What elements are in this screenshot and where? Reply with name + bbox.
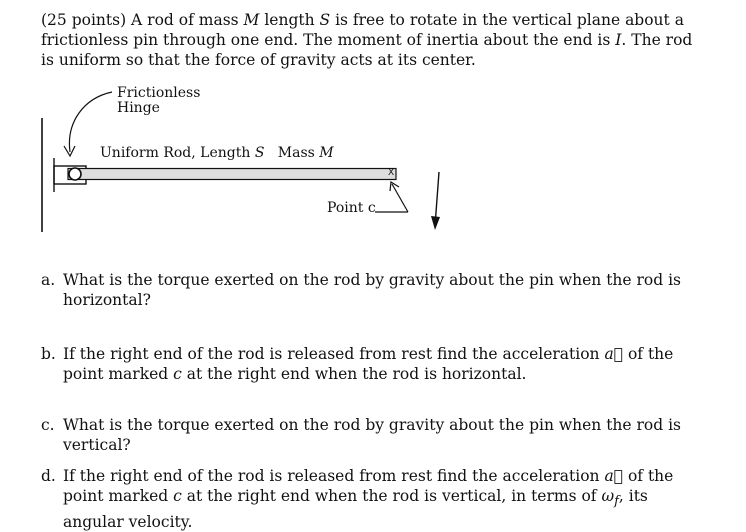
rod-diagram bbox=[0, 0, 746, 260]
var-mass: M bbox=[243, 11, 260, 29]
rod-label: Uniform Rod, Length S Mass M bbox=[100, 145, 334, 161]
question-marker: c. bbox=[41, 416, 55, 434]
intro-text-3: is free to rotate in the vertical plane about a frictionless pin through one end. The moment of inertia about the end is bbox=[41, 11, 684, 49]
var-acceleration: a⃗ bbox=[604, 345, 624, 363]
intro-text-2: length bbox=[259, 11, 320, 29]
var-point: c bbox=[173, 365, 182, 383]
var-point: c bbox=[173, 487, 182, 505]
question-text: What is the torque exerted on the rod by gravity about the pin when the rod is vertical? bbox=[63, 416, 682, 454]
hinge-label-line1: Frictionless bbox=[117, 85, 201, 101]
question-text: What is the torque exerted on the rod by gravity about the pin when the rod is horizontal? bbox=[63, 271, 682, 309]
var-inertia: I bbox=[615, 31, 622, 49]
question-text: If the right end of the rod is released from rest find the acceleration a⃗ of the point marked c at the right end when the rod is horizontal. bbox=[63, 345, 674, 383]
rod-figure bbox=[0, 0, 746, 260]
point-c-arrowhead bbox=[390, 182, 399, 191]
question-text: If the right end of the rod is released from rest find the acceleration a⃗ of the point marked c at the right end when the rod is vertical, in terms of $\omega_f$, its angular velocity. bbox=[63, 467, 674, 532]
question-marker: b. bbox=[41, 345, 56, 363]
question-marker: a. bbox=[41, 271, 56, 289]
pin-circle bbox=[69, 168, 81, 180]
question-marker: d. bbox=[41, 467, 56, 485]
intro-text-1: (25 points) A rod of mass bbox=[41, 11, 244, 29]
question-d bbox=[41, 466, 691, 532]
question-b bbox=[41, 344, 691, 384]
rod-end-mark: X bbox=[388, 168, 395, 178]
question-c bbox=[41, 415, 691, 455]
hinge-label-line2: Hinge bbox=[117, 100, 160, 116]
var-omega-subscript: f bbox=[614, 494, 619, 510]
var-omega: ω bbox=[601, 487, 615, 505]
acceleration-arrowhead bbox=[431, 216, 440, 230]
var-length: S bbox=[319, 11, 331, 29]
hinge-callout-line bbox=[69, 92, 112, 152]
question-a bbox=[41, 270, 691, 310]
rod bbox=[68, 169, 396, 180]
point-c-pointer bbox=[392, 184, 408, 212]
var-acceleration: a⃗ bbox=[604, 467, 624, 485]
intro-text-4: . The rod is uniform so that the force of gravity acts at its center. bbox=[41, 31, 693, 69]
point-c-label: Point c bbox=[327, 200, 376, 216]
